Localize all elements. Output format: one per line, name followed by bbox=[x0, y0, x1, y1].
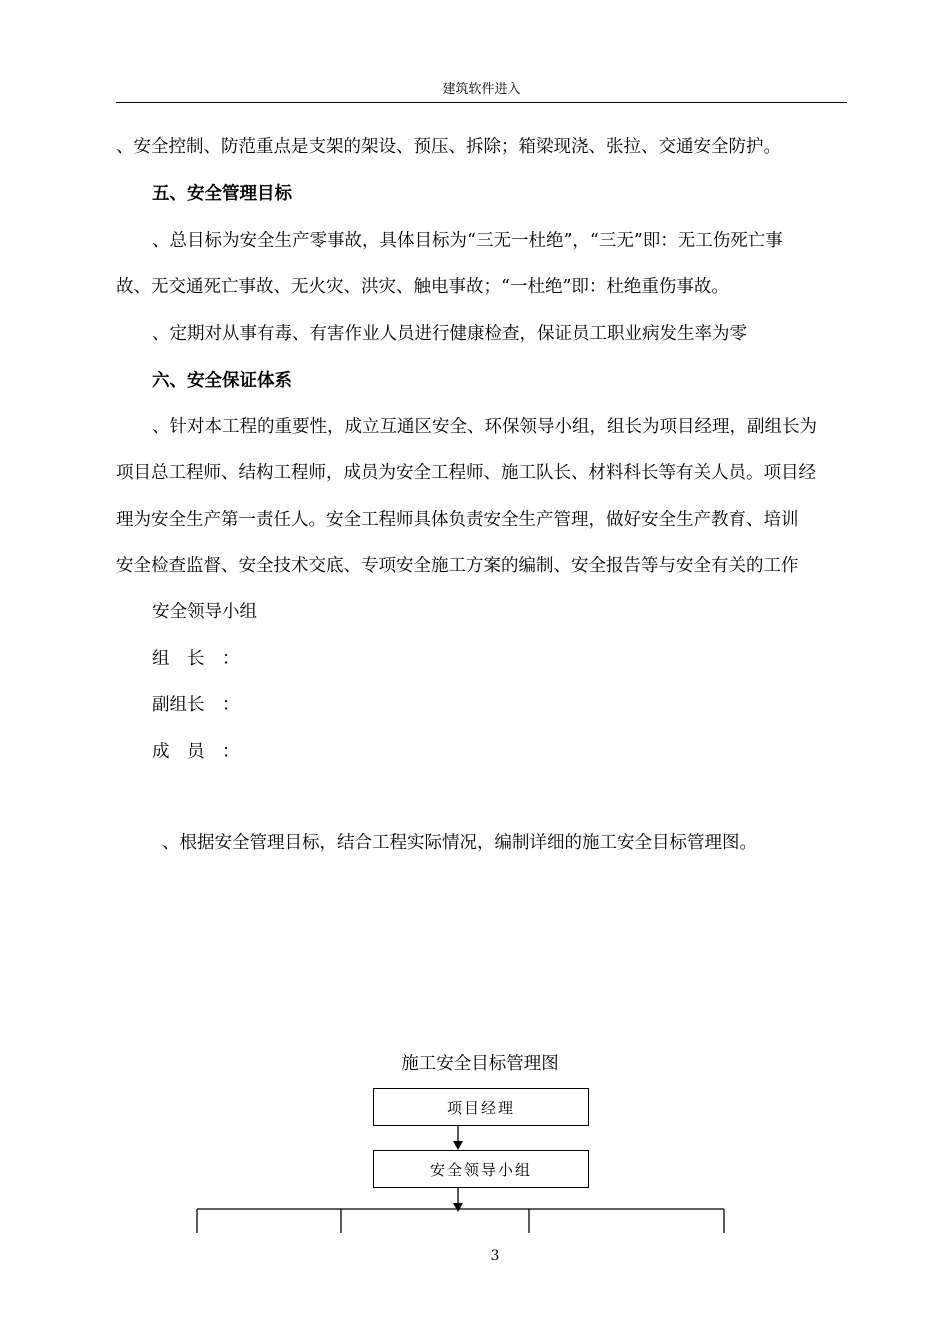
diagram-title: 施工安全目标管理图 bbox=[401, 1054, 559, 1074]
arrowhead-down-icon bbox=[453, 1141, 463, 1150]
deputy-label: 副组长 ： bbox=[152, 695, 240, 715]
paragraph-system-line-4: 安全检查监督、安全技术交底、专项安全施工方案的编制、安全报告等与安全有关的工作 bbox=[116, 556, 799, 576]
group-title: 安全领导小组 bbox=[152, 602, 257, 622]
arrowhead-down-icon bbox=[453, 1203, 463, 1212]
paragraph-system-line-1: 、针对本工程的重要性，成立互通区安全、环保领导小组，组长为项目经理，副组长为 bbox=[152, 417, 817, 437]
page-header: 建筑软件进入 bbox=[442, 82, 521, 97]
paragraph-system-line-3: 理为安全生产第一责任人。安全工程师具体负责安全生产管理，做好安全生产教育、培训 bbox=[116, 510, 799, 530]
paragraph-health-check: 、定期对从事有毒、有害作业人员进行健康检查，保证员工职业病发生率为零 bbox=[152, 324, 747, 344]
paragraph-goals-line-2: 故、无交通死亡事故、无火灾、洪灾、触电事故；“一杜绝”即：杜绝重伤事故。 bbox=[116, 277, 729, 297]
paragraph-safety-control: 、安全控制、防范重点是支架的架设、预压、拆除；箱梁现浇、张拉、交通安全防护。 bbox=[116, 137, 781, 157]
paragraph-system-line-2: 项目总工程师、结构工程师，成员为安全工程师、施工队长、材料科长等有关人员。项目经 bbox=[116, 463, 816, 483]
box-safety-group-label: 安全领导小组 bbox=[429, 1160, 532, 1179]
heading-safety-system: 六、安全保证体系 bbox=[152, 371, 292, 391]
page-number: 3 bbox=[490, 1248, 500, 1264]
member-label: 成 员 ： bbox=[152, 742, 240, 762]
box-project-manager-label: 项目经理 bbox=[446, 1098, 515, 1117]
paragraph-goals-line-1: 、总目标为安全生产零事故，具体目标为“三无一杜绝”，“三无”即：无工伤死亡事 bbox=[152, 231, 783, 251]
paragraph-target-chart: 、根据安全管理目标，结合工程实际情况，编制详细的施工安全目标管理图。 bbox=[162, 833, 757, 853]
heading-safety-goals: 五、安全管理目标 bbox=[152, 184, 292, 204]
leader-label: 组 长 ： bbox=[152, 649, 240, 669]
